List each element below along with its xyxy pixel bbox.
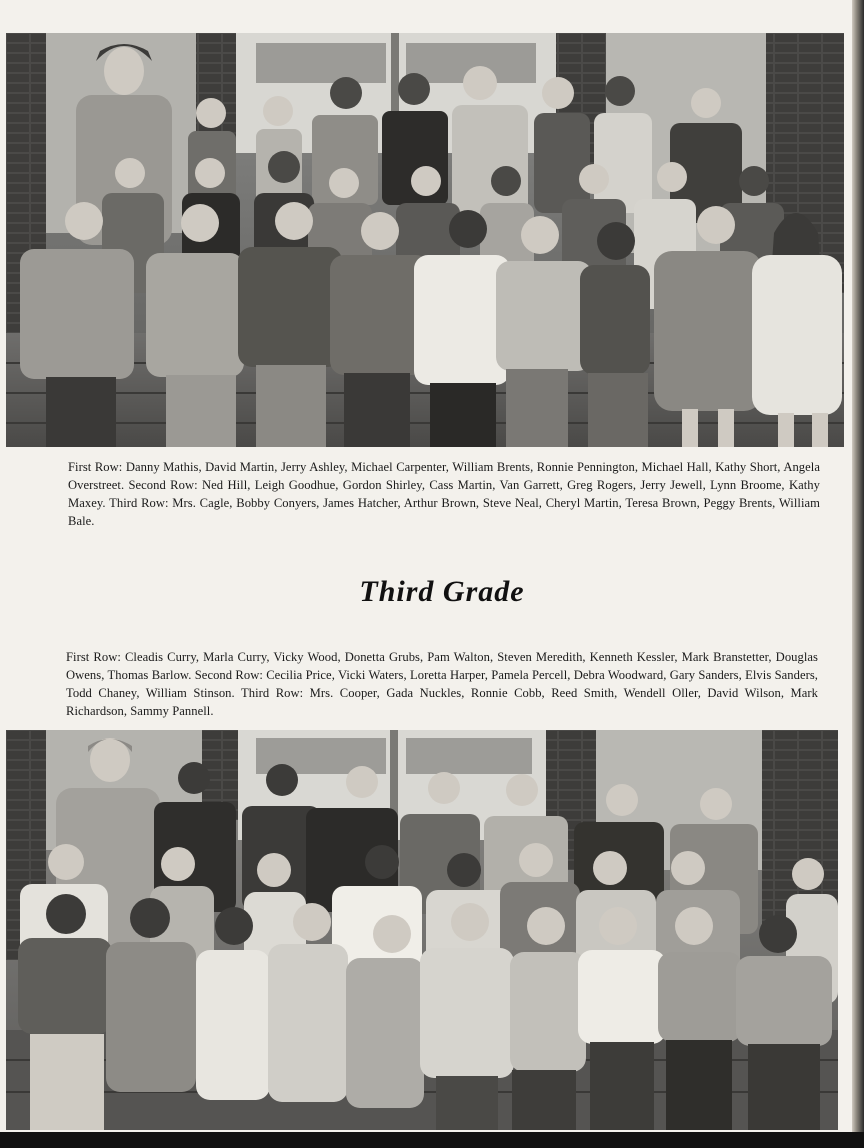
page-bottom-shadow (0, 1132, 864, 1148)
caption-top-class: First Row: Danny Mathis, David Martin, Jerry Ashley, Michael Carpenter, William Brents, Ronnie Pennington, Michael Hall, Kathy Short, Angela Overstreet. Second Row: Ned Hill, Leigh Goodhue, Gordon Shirley, Cass Martin, Van Garrett, Greg Rogers, Jerry Jewell, Lynn Broome, Kathy Maxey. Third Row: Mrs. Cagle, Bobby Conyers, James Hatcher, Arthur Brown, Steve Neal, Cheryl Martin, Teresa Brown, Peggy Brents, William Bale. (68, 460, 820, 528)
class-photo-bottom (6, 730, 838, 1130)
class-photo-top (6, 33, 844, 447)
section-title: Third Grade (359, 575, 525, 608)
class-photo-top-image (6, 33, 844, 447)
page-edge-shadow (852, 0, 864, 1148)
caption-bottom-class: First Row: Cleadis Curry, Marla Curry, Vicky Wood, Donetta Grubs, Pam Walton, Steven Meredith, Kenneth Kessler, Mark Branstetter, Douglas Owens, Thomas Barlow. Second Row: Cecilia Price, Vicki Waters, Loretta Harper, Pamela Percell, Debra Woodward, Gary Sanders, Elvis Sanders, Todd Chaney, William Stinson. Third Row: Mrs. Cooper, Gada Nuckles, Ronnie Cobb, Reed Smith, Wendell Oller, David Wilson, Mark Richardson, Sammy Pannell. (66, 650, 818, 718)
class-photo-bottom-image (6, 730, 838, 1130)
